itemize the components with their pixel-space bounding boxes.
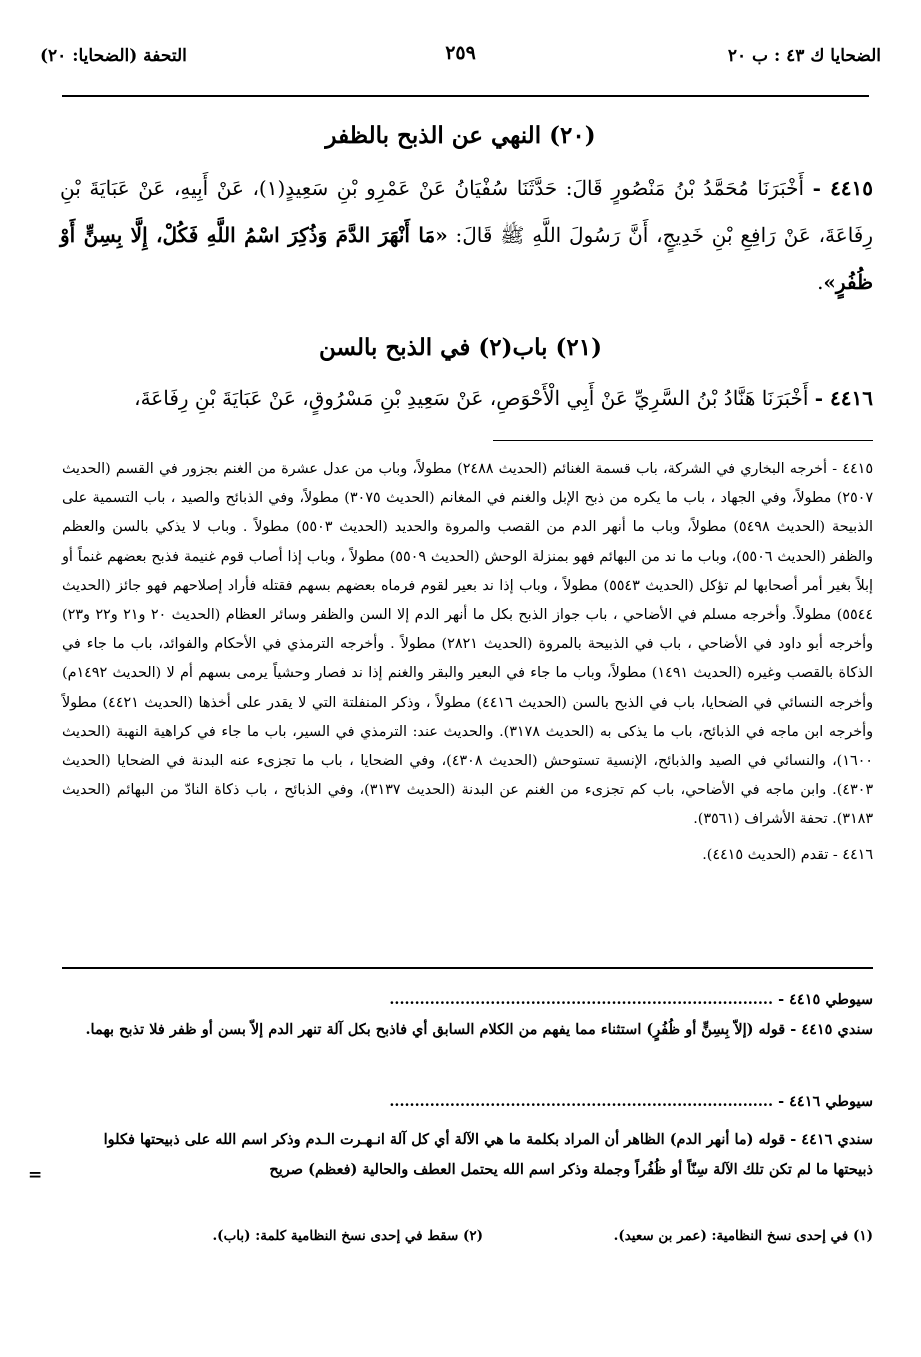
hadith-number: ٤٤١٥ - bbox=[812, 176, 874, 200]
commentary-suyuti-4415: سيوطي ٤٤١٥ - ............................................................................ bbox=[389, 991, 873, 1008]
commentary-separator bbox=[62, 967, 873, 969]
footnote-2: (٢) سقط في إحدى نسخ النظامية كلمة: (باب). bbox=[212, 1228, 483, 1244]
hadith-number: ٤٤١٦ - bbox=[814, 386, 873, 410]
section-title-21: (٢١) باب(٢) في الذبح بالسن bbox=[318, 334, 603, 361]
commentary-label: سندي ٤٤١٦ - bbox=[790, 1131, 873, 1148]
page-number: ٢٥٩ bbox=[445, 42, 476, 64]
continuation-mark: = bbox=[28, 1165, 43, 1185]
hadith-chain: أَخْبَرَنَا مُحَمَّدُ بْنُ مَنْصُورٍ قَالَ: حَدَّثَنَا سُفْيَانُ عَنْ عَمْرِو بْنِ سَعِيدٍ(١)، عَنْ أَبِيهِ، عَنْ عَبَايَةَ بْنِ رِفَاعَةَ، عَنْ رَافِعِ بْنِ خَدِيجٍ، أَنَّ رَسُولَ اللَّهِ ﷺ قَالَ: bbox=[60, 176, 874, 247]
hadith-4415 bbox=[60, 165, 873, 306]
note-4415: ٤٤١٥ - أخرجه البخاري في الشركة، باب قسمة الغنائم (الحديث ٢٤٨٨) مطولاً، وباب من عدل عشرة من الغنم بجزور في القسم (الحديث ٢٥٠٧) مطولاً، وفي الجهاد ، باب ما يكره من ذبح الإبل والغنم في المغانم (الحديث ٣٠٧٥) مطولاً، وفي الذبائح والصيد ، باب التسمية على الذبيحة (الحديث ٥٤٩٨) مطولاً، وباب ما أنهر الدم من القصب والمروة والحديد (الحديث ٥٥٠٣) مطولاً . وباب لا يذكي بالسن والعظم والظفر (الحديث ٥٥٠٦)، وباب ما ند من البهائم فهو بمنزلة الوحش (الحديث ٥٥٠٩) مطولاً ، وباب إذا أصاب قوم غنيمة فذبح بعضهم غنماً أو إبلاً بغير أمر أصحابها لم تؤكل (الحديث ٥٥٤٣) مطولاً ، وباب إذا ند بعير لقوم فرماه بعضهم بسهم فقتله فأراد إصلاحهم فهو جائز (الحديث ٥٥٤٤) مطولاً. وأخرجه مسلم في الأضاحي ، باب جواز الذبح بكل ما أنهر الدم إلا السن والظفر وسائر العظام (الحديث ٢٠ و٢١ و٢٢ و٢٣) وأخرجه أبو داود في الأضاحي ، باب في الذبيحة بالمروة (الحديث ٢٨٢١) مطولاً . وأخرجه الترمذي في الأحكام والفوائد، باب ما جاء في الذكاة بالقصب وغيره (الحديث ١٤٩١) مطولاً، وباب ما جاء في البعير والبقر والغنم إذا ند فصار وحشياً يرمى بسهم أم لا (الحديث ١٤٩٢م) وأخرجه النسائي في الضحايا، باب في الذبح بالسن (الحديث ٤٤١٦) مطولاً ، وذكر المنفلتة التي لا يقدر على أخذها (الحديث ٤٤٢١) مطولاً وأخرجه ابن ماجه في الذبائح، باب ما يذكى به (الحديث ٣١٧٨). والحديث عند: الترمذي في السير، باب ما جاء في كراهية النهبة (الحديث ١٦٠٠)، والنسائي في الصيد والذبائح، الإنسية تستوحش (الحديث ٤٣٠٨)، وفي الضحايا ، باب ما تجزىء عنه البدنة في الضحايا (الحديث ٤٣٠٣). وابن ماجه في الأضاحي، باب كم تجزىء من الغنم عن البدنة (الحديث ٣١٣٧)، وفي الذبائح ، باب ذكاة النادّ من البهائم (الحديث ٣١٨٣). تحفة الأشراف (٣٥٦١). bbox=[62, 461, 874, 828]
section-title-20: (٢٠) النهي عن الذبح بالظفر bbox=[325, 122, 596, 149]
commentary-suyuti-4416: سيوطي ٤٤١٦ - ............................................................................ bbox=[389, 1093, 873, 1110]
commentary-label: سندي ٤٤١٥ - bbox=[790, 1021, 873, 1038]
commentary-sindi-4415: سندي ٤٤١٥ - قوله (إلاّ بِسِنٍّ أو ظُفُرٍ) استثناء مما يفهم من الكلام السابق أي فاذبح بكل آلة تنهر الدم إلاّ بسن أو ظفر فلا تذبح بهما. bbox=[85, 1021, 873, 1038]
header-tuhfa-ref: التحفة (الضحايا: ٢٠) bbox=[40, 46, 187, 66]
commentary-sindi-4416: سندي ٤٤١٦ - قوله (ما أنهر الدم) الظاهر أن المراد بكلمة ما هي الآلة أي كل آلة انـهـرت الـدم وذكر اسم الله على ذبيحتها فكلوا ذبيحتها ما لم تكن تلك الآلة سِنّاً أو ظُفُراً وجملة وذكر اسم الله يحتمل العطف والحالية (فعظم) صريح bbox=[103, 1131, 873, 1178]
hadith-4416-text bbox=[60, 375, 873, 422]
header-chapter-ref: الضحايا ك ٤٣ : ب ٢٠ bbox=[727, 46, 881, 66]
note-4416: ٤٤١٦ - تقدم (الحديث ٤٤١٥). bbox=[702, 846, 873, 863]
hadith-4416 bbox=[60, 375, 873, 422]
takhrij-notes bbox=[62, 455, 873, 870]
running-header bbox=[40, 42, 881, 82]
footnote-1: (١) في إحدى نسخ النظامية: (عمر بن سعيد). bbox=[613, 1228, 873, 1244]
hadith-chain: أَخْبَرَنَا هَنَّادُ بْنُ السَّرِيِّ عَنْ أَبِي الْأَحْوَصِ، عَنْ سَعِيدِ بْنِ مَسْرُوقٍ، عَنْ عَبَايَةَ بْنِ رِفَاعَةَ، bbox=[134, 386, 809, 410]
header-rule bbox=[62, 95, 869, 97]
hadith-4415-text: ٤٤١٥ - أَخْبَرَنَا مُحَمَّدُ بْنُ مَنْصُورٍ قَالَ: حَدَّثَنَا سُفْيَانُ عَنْ عَمْرِو بْنِ سَعِيدٍ(١)، عَنْ أَبِيهِ، عَنْ عَبَايَةَ بْنِ رِفَاعَةَ، عَنْ رَافِعِ بْنِ خَدِيجٍ، أَنَّ رَسُولَ اللَّهِ ﷺ قَالَ: «مَا أَنْهَرَ الدَّمَ وَذُكِرَ اسْمُ اللَّهِ فَكُلْ، إِلَّا بِسِنٍّ أَوْ ظُفُرٍ». bbox=[60, 176, 874, 294]
notes-separator bbox=[493, 440, 873, 441]
hadith-matn: «مَا أَنْهَرَ الدَّمَ وَذُكِرَ اسْمُ اللَّهِ فَكُلْ، إِلَّا بِسِنٍّ أَوْ ظُفُرٍ» bbox=[60, 223, 873, 294]
